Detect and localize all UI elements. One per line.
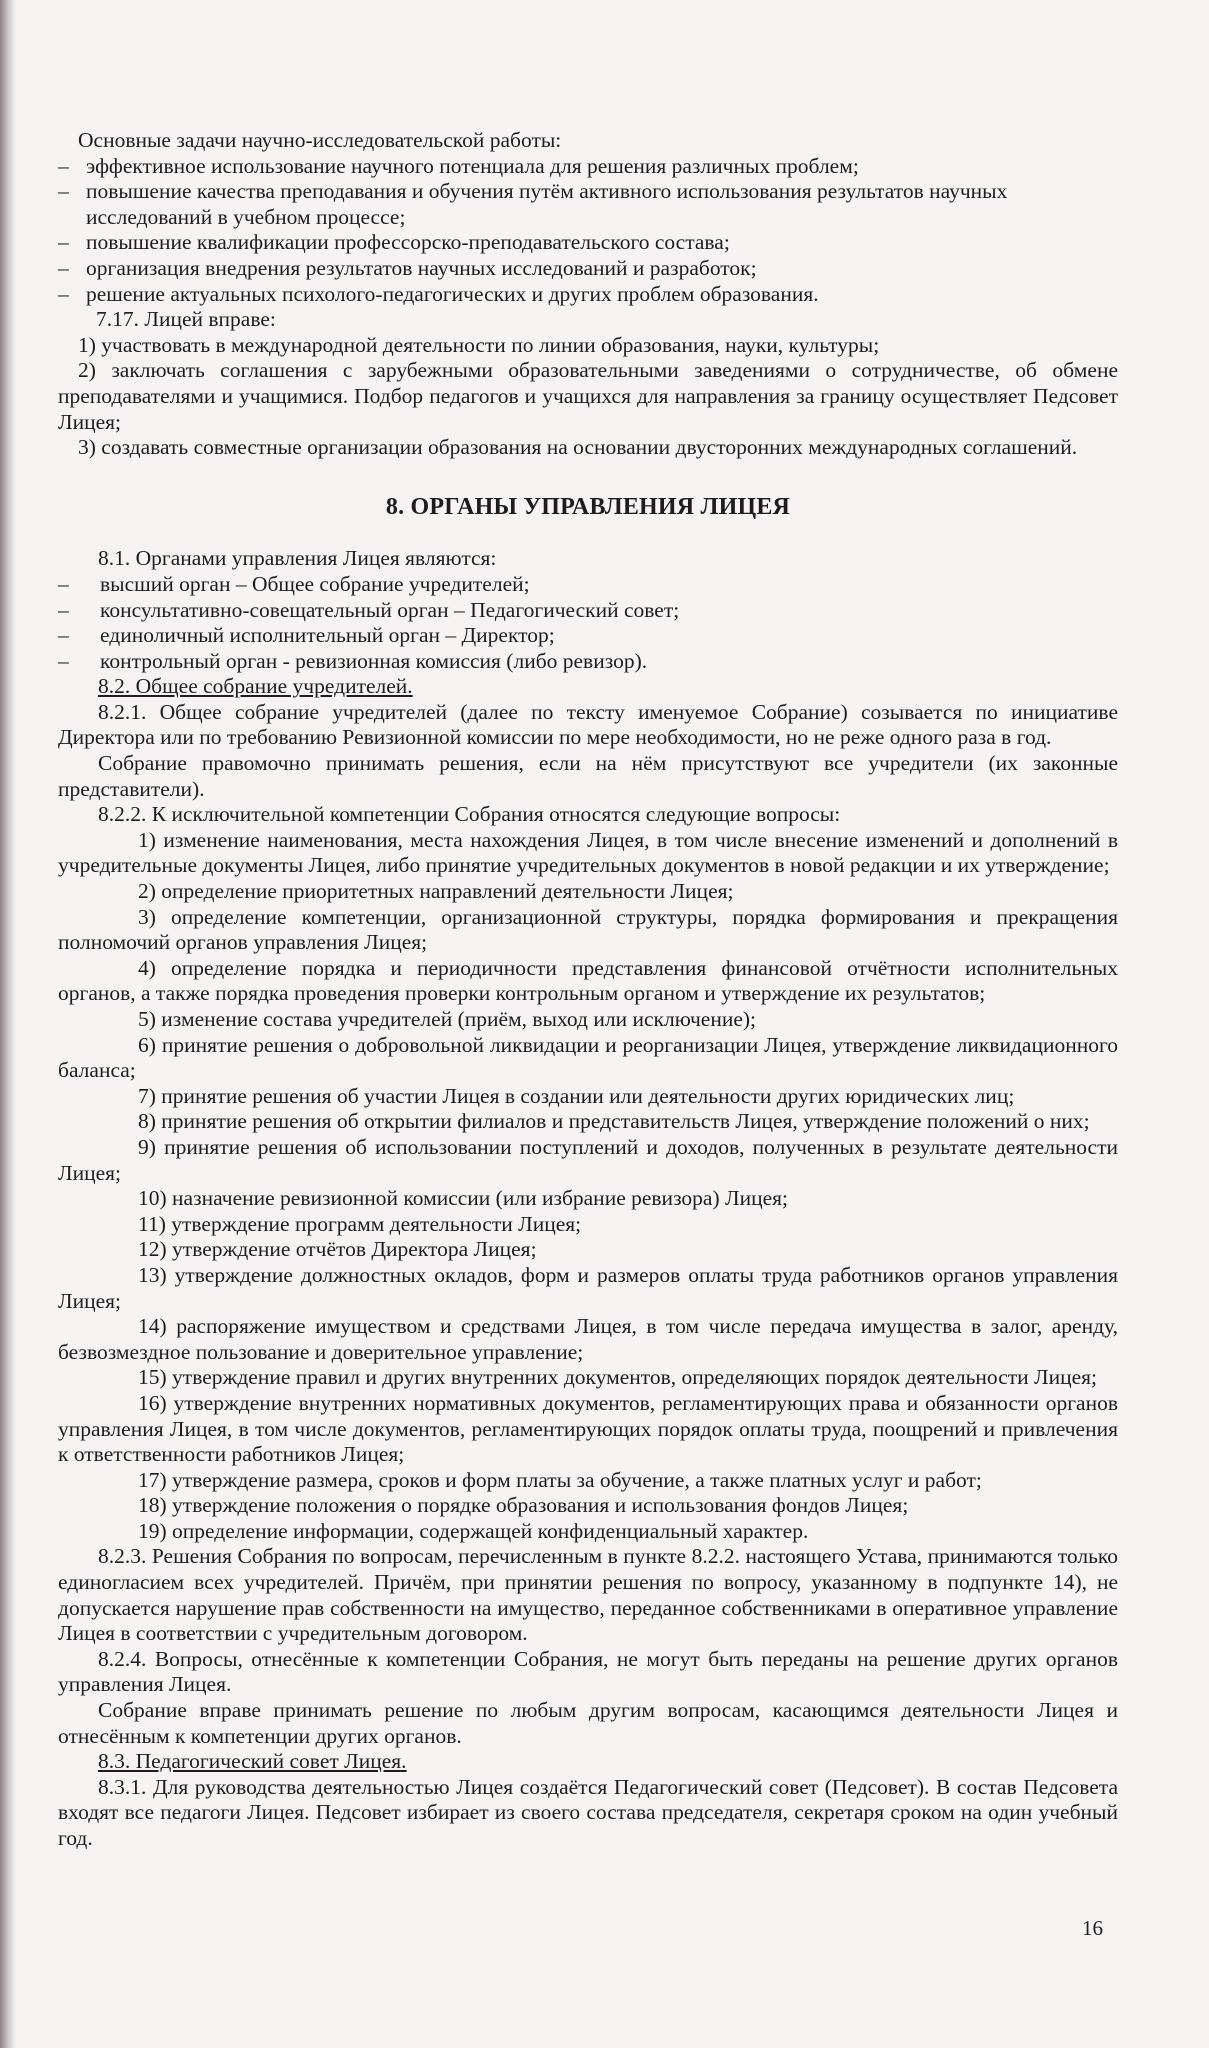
research-tasks-list	[58, 154, 1118, 308]
organ-item: – контрольный орган - ревизионная комиссия (либо ревизор).	[58, 648, 648, 673]
competence-item: 19) определение информации, содержащей конфиденциальный характер.	[138, 1518, 809, 1543]
competence-item: 5) изменение состава учредителей (приём, выход или исключение);	[138, 1007, 757, 1031]
task-item: – решение актуальных психолого-педагогических и других проблем образования.	[58, 281, 819, 306]
right-item: 2) заключать соглашения с зарубежными образовательными заведениями о сотрудничестве, об обмене преподавателями и учащимися. Подбор педагогов и учащихся для направления за границу осуществляет Педсовет Лицея;	[58, 358, 1118, 434]
task-item: – эффективное использование научного потенциала для решения различных проблем;	[58, 153, 859, 178]
competence-item: 11) утверждение программ деятельности Лицея;	[138, 1211, 582, 1236]
right-item: 1) участвовать в международной деятельности по линии образования, науки, культуры;	[78, 332, 880, 357]
clause-8-2-4-other: Собрание вправе принимать решение по любым другим вопросам, касающимся деятельности Лицея и отнесённым к компетенции других органов.	[58, 1698, 1118, 1748]
competence-item: 2) определение приоритетных направлений деятельности Лицея;	[138, 879, 734, 904]
task-item: – повышение качества преподавания и обучения путём активного использования результатов научных исследований в учебном процессе;	[58, 179, 1008, 229]
clause-8-2-2: 8.2.2. К исключительной компетенции Собрания относятся следующие вопросы:	[98, 802, 841, 827]
right-item: 3) создавать совместные организации образования на основании двусторонних международных соглашений.	[78, 435, 1078, 460]
competence-item: 15) утверждение правил и других внутренних документов, определяющих порядок деятельности Лицея;	[138, 1365, 1098, 1390]
page-number: 16	[1082, 1916, 1103, 1940]
research-tasks-lead: Основные задачи научно-исследовательской работы:	[78, 128, 562, 152]
competence-item: 3) определение компетенции, организационной структуры, порядка формирования и прекращения полномочий органов управления Лицея;	[58, 904, 1119, 955]
subsection-heading-8-2: 8.2. Общее собрание учредителей.	[98, 674, 413, 699]
task-item: – повышение квалификации профессорско-преподавательского состава;	[58, 230, 730, 255]
subsection-heading-8-3: 8.3. Педагогический совет Лицея.	[98, 1749, 407, 1774]
competence-item: 9) принятие решения об использовании поступлений и доходов, полученных в результате деятельности Лицея;	[58, 1134, 1118, 1185]
competence-item: 8) принятие решения об открытии филиалов и представительств Лицея, утверждение положений о них;	[138, 1109, 1090, 1134]
page-edge-shadow	[0, 0, 16, 2048]
competence-item: 16) утверждение внутренних нормативных документов, регламентирующих права и обязанности органов управления Лицея, в том числе документов, регламентирующих порядок оплаты труда, поощрений и привлечения к ответственности работников Лицея;	[58, 1390, 1118, 1467]
competence-item: 7) принятие решения об участии Лицея в создании или деятельности других юридических лиц;	[138, 1083, 1015, 1108]
competence-item: 4) определение порядка и периодичности представления финансовой отчётности исполнительных органов, а также порядка проведения проверки контрольным органом и утверждение их результатов;	[58, 955, 1118, 1006]
organs-list	[58, 572, 1118, 674]
organ-item: – консультативно-совещательный орган – Педагогический совет;	[58, 597, 680, 622]
competence-item: 17) утверждение размера, сроков и форм платы за обучение, а также платных услуг и работ;	[138, 1467, 982, 1492]
competence-item: 18) утверждение положения о порядке образования и использования фондов Лицея;	[138, 1493, 909, 1518]
document-page	[58, 128, 1118, 1852]
competence-item: 12) утверждение отчётов Директора Лицея;	[138, 1237, 537, 1262]
clause-8-2-1: 8.2.1. Общее собрание учредителей (далее по тексту именуемое Собрание) созывается по инициативе Директора или по требованию Ревизионной комиссии по мере необходимости, но не реже одного раза в год.	[58, 699, 1118, 750]
task-item: – организация внедрения результатов научных исследований и разработок;	[58, 255, 757, 280]
competence-item: 10) назначение ревизионной комиссии (или избрание ревизора) Лицея;	[138, 1186, 789, 1211]
section-heading: 8. ОРГАНЫ УПРАВЛЕНИЯ ЛИЦЕЯ	[385, 493, 791, 520]
clause-8-1: 8.1. Органами управления Лицея являются:	[98, 546, 497, 571]
clause-8-2-3: 8.2.3. Решения Собрания по вопросам, перечисленным в пункте 8.2.2. настоящего Устава, принимаются только единогласием всех учредителей. Причём, при принятии решения по вопросу, указанному в подпункте 14), не допускается нарушение прав собственности на имущество, переданное собственниками в оперативное управление Лицея в соответствии с учредительным договором.	[58, 1544, 1118, 1646]
competence-item: 13) утверждение должностных окладов, форм и размеров оплаты труда работников органов управления Лицея;	[58, 1262, 1119, 1313]
clause-8-3-1: 8.3.1. Для руководства деятельностью Лицея создаётся Педагогический совет (Педсовет). В состав Педсовета входят все педагоги Лицея. Педсовет избирает из своего состава председателя, секретаря сроком на один учебный год.	[58, 1774, 1118, 1850]
clause-8-2-1-quorum: Собрание правомочно принимать решения, если на нём присутствуют все учредители (их законные представители).	[58, 751, 1118, 801]
competence-item: 1) изменение наименования, места нахождения Лицея, в том числе внесение изменений и дополнений в учредительные документы Лицея, либо принятие учредительных документов в новой редакции и их утверждение;	[58, 827, 1119, 878]
competence-item: 6) принятие решения о добровольной ликвидации и реорганизации Лицея, утверждение ликвидационного баланса;	[58, 1032, 1119, 1083]
clause-8-2-4: 8.2.4. Вопросы, отнесённые к компетенции Собрания, не могут быть переданы на решение других органов управления Лицея.	[58, 1646, 1118, 1697]
competence-item: 14) распоряжение имуществом и средствами Лицея, в том числе передача имущества в залог, аренду, безвозмездное пользование и доверительное управление;	[58, 1314, 1118, 1364]
organ-item: – единоличный исполнительный орган – Директор;	[58, 623, 555, 648]
clause-7-17: 7.17. Лицей вправе:	[96, 307, 276, 332]
competence-list	[58, 828, 1118, 1545]
organ-item: – высший орган – Общее собрание учредителей;	[58, 571, 530, 596]
